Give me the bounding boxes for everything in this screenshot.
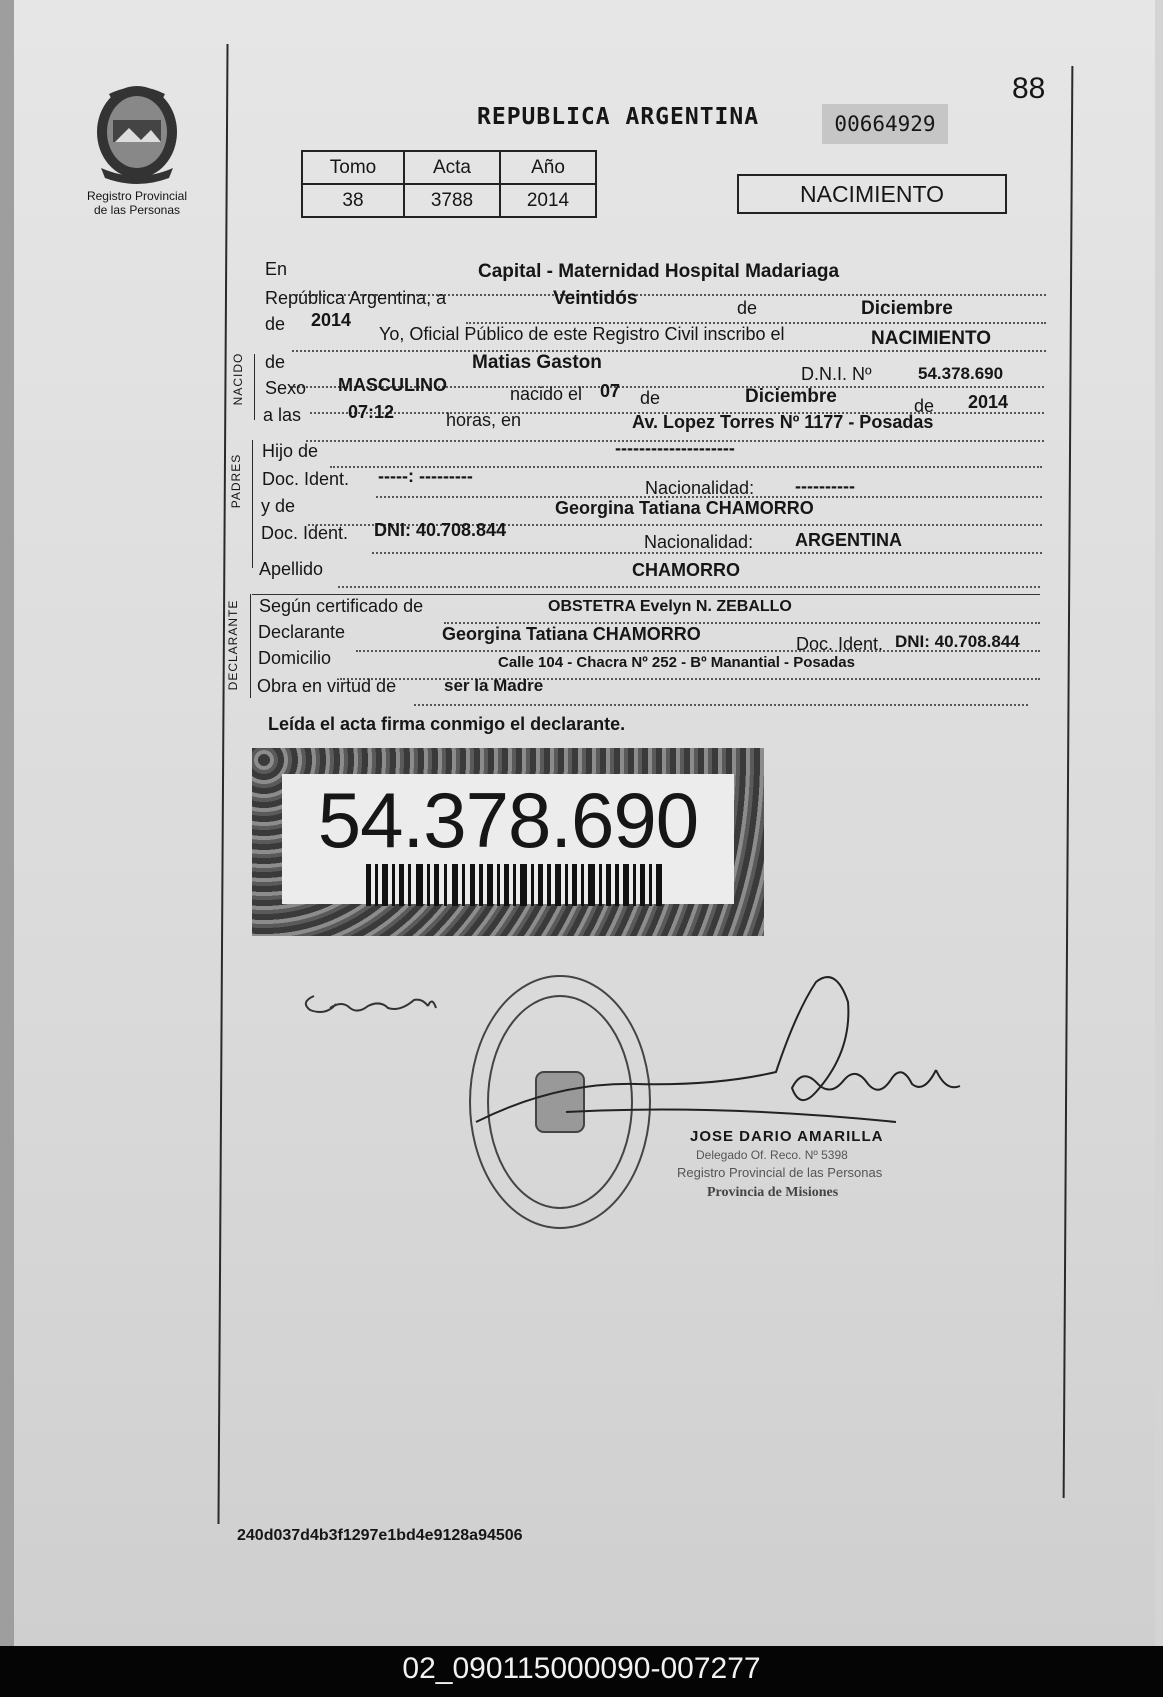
birth-place-value: Av. Lopez Torres Nº 1177 - Posadas [632,412,934,432]
sexo-label: Sexo [265,378,307,398]
registry-caption-line-2: de las Personas [93,203,181,217]
address-value: Calle 104 - Chacra Nº 252 - Bº Manantial - Posadas [498,654,855,671]
mother-nationality-value: ARGENTINA [795,530,902,550]
y-de-label: y de [261,496,296,516]
mother-value: Georgina Tatiana CHAMORRO [555,498,814,518]
province-emblem-icon [89,80,185,184]
sexo-value: MASCULINO [338,375,447,395]
father-nationality-value: ---------- [795,476,855,496]
section-declarante: DECLARANTE [226,599,240,691]
dni-label-number: 54.378.690 [317,776,699,864]
certificate-label: Según certificado de [259,596,424,616]
year-value: 2014 [311,310,352,330]
obra-label: Obra en virtud de [257,676,397,696]
child-name-value: Matias Gaston [472,352,602,373]
birth-month-value: Diciembre [745,386,837,407]
father-value: -------------------- [615,438,735,458]
birth-de-label: de [640,388,661,408]
officer-province: Provincia de Misiones [707,1185,839,1200]
capacity-value: ser la Madre [444,676,544,695]
nacido-bracket [254,354,255,420]
file-identifier: 02_090115000090-007277 [402,1652,761,1685]
anio-value: 2014 [500,184,596,217]
official-text: Yo, Oficial Público de este Registro Civil inscribo el [379,324,785,344]
dni-label-frame [252,748,764,936]
dni-label-inner [282,774,734,904]
child-dni-label: D.N.I. Nº [801,364,872,384]
acta-value: 3788 [404,184,500,217]
child-de-label: de [265,352,286,372]
tomo-header: Tomo [302,151,404,184]
birth-year-value: 2014 [968,392,1009,412]
de-label: de [737,298,758,318]
surname-divider [252,594,1040,595]
registered-act-value: NACIMIENTO [871,328,991,349]
declarante-name-value: Georgina Tatiana CHAMORRO [442,624,701,644]
country-title: REPUBLICA ARGENTINA [477,104,760,130]
section-nacido: NACIDO [231,352,245,406]
declarante-bracket [250,594,251,698]
read-note: Leída el acta firma conmigo el declarante. [268,714,626,734]
apellido-label: Apellido [259,559,324,579]
mother-nationality-label: Nacionalidad: [644,532,754,552]
padres-bracket [252,440,253,568]
mother-doc-value: DNI: 40.708.844 [374,520,507,540]
official-stamp [470,976,650,1228]
signature-stamp-area [296,972,996,1232]
father-nationality-label: Nacionalidad: [645,478,755,498]
officer-role: Delegado Of. Reco. Nº 5398 [696,1148,848,1162]
declarant-signature [306,996,436,1012]
father-doc-value: -----: --------- [378,466,473,486]
birth-de-label-2: de [914,396,935,416]
act-type-box: NACIMIENTO [737,174,1007,214]
serial-number: 00664929 [822,104,948,144]
birth-time-value: 07:12 [348,402,395,422]
en-label: En [265,259,288,279]
year-de-label: de [265,314,286,334]
republic-label: República Argentina, a [265,288,447,308]
document-hash: 240d037d4b3f1297e1bd4e9128a94506 [237,1527,523,1544]
registry-table [301,150,597,218]
birth-day-value: 07 [600,381,621,401]
acta-header: Acta [404,151,500,184]
mother-doc-label: Doc. Ident. [261,523,349,543]
declarante-line [356,650,1040,652]
officer-organization: Registro Provincial de las Personas [677,1165,883,1180]
place-value: Capital - Maternidad Hospital Madariaga [478,261,840,282]
domicilio-label: Domicilio [258,648,332,668]
mother-doc-line [372,552,1042,554]
page-number: 88 [1012,72,1046,105]
surname-value: CHAMORRO [632,560,740,580]
month-value: Diciembre [861,298,953,319]
certificate-value: OBSTETRA Evelyn N. ZEBALLO [548,598,792,615]
surname-line [338,586,1040,588]
nacido-el-label: nacido el [510,384,583,404]
horas-label: horas, en [446,410,522,430]
hijo-de-label: Hijo de [262,441,319,461]
year-line [292,350,1046,352]
page-edge [0,0,14,1646]
declarante-label: Declarante [258,622,346,642]
day-value: Veintidós [553,288,638,309]
tomo-value: 38 [302,184,404,217]
declarante-doc-label: Doc. Ident. [796,634,884,654]
a-las-label: a las [263,405,302,425]
capacity-line [414,704,1028,706]
section-padres: PADRES [229,453,243,509]
declarante-doc-value: DNI: 40.708.844 [895,632,1020,651]
registry-logo [82,80,192,217]
child-dni-value: 54.378.690 [918,364,1004,383]
registry-caption-line-1: Registro Provincial [86,189,188,203]
officer-name: JOSE DARIO AMARILLA [690,1128,884,1145]
father-doc-label: Doc. Ident. [262,469,350,489]
anio-header: Año [500,151,596,184]
barcode-icon [366,864,666,906]
